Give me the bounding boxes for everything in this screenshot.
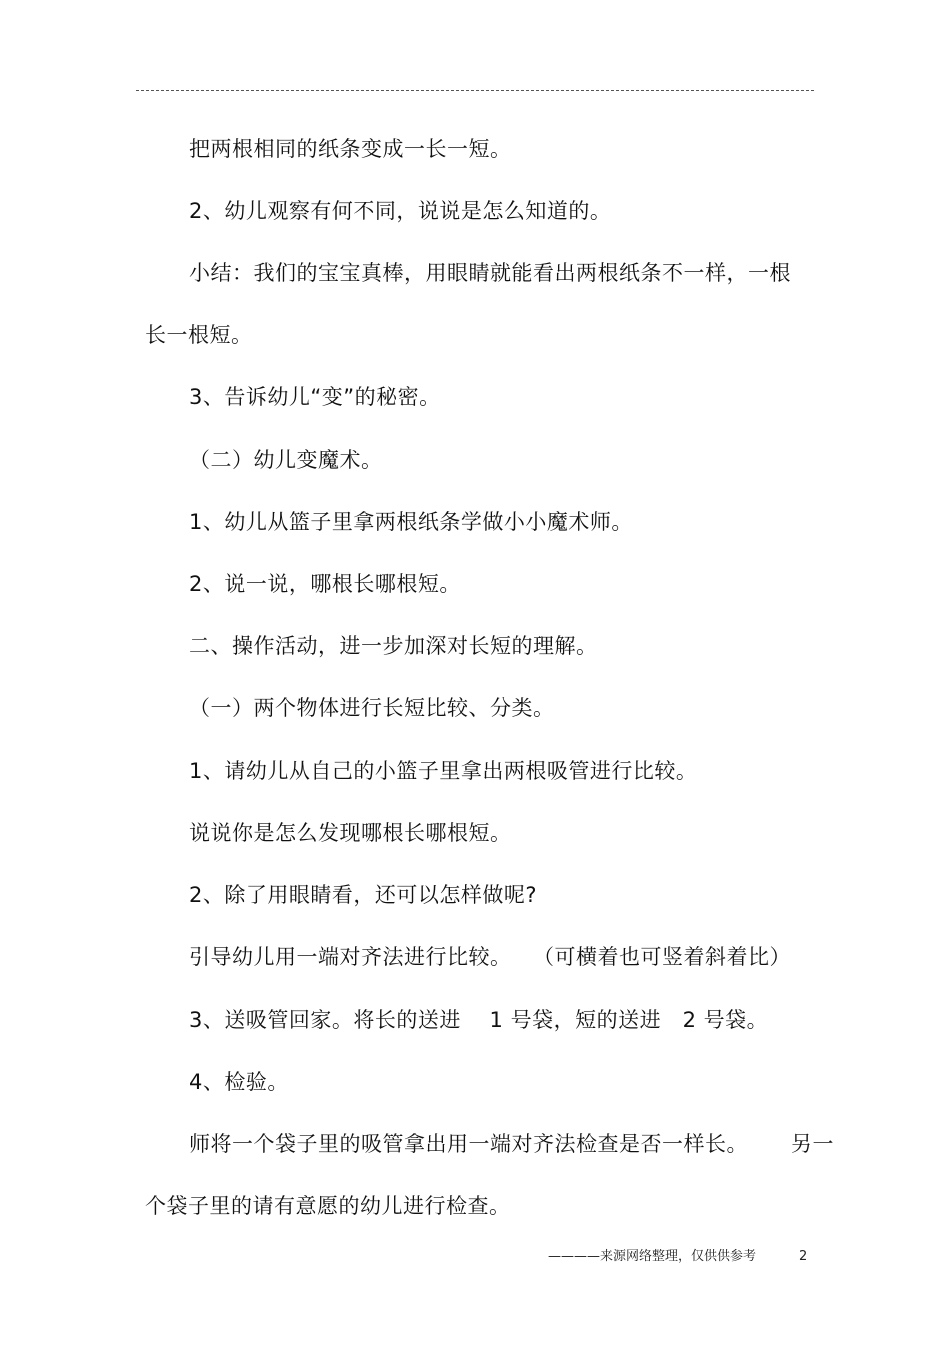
text-line: 4、检验。 — [189, 1070, 289, 1094]
text-line: 说说你是怎么发现哪根长哪根短。 — [189, 821, 512, 845]
text-line: 3、告诉幼儿“变”的秘密。 — [189, 385, 441, 409]
text-line: 把两根相同的纸条变成一长一短。 — [189, 137, 512, 161]
footer-source-note: ————来源网络整理，仅供供参考 — [548, 1249, 757, 1264]
text-line: 二、操作活动，进一步加深对长短的理解。 — [189, 634, 598, 658]
text-line: 2、除了用眼睛看，还可以怎样做呢? — [189, 883, 538, 907]
page-number: 2 — [799, 1249, 808, 1264]
text-line: 1、幼儿从篮子里拿两根纸条学做小小魔术师。 — [189, 510, 633, 534]
header-divider — [136, 90, 814, 91]
text-line: 3、送吸管回家。将长的送进 1 号袋，短的送进 2 号袋。 — [189, 1008, 769, 1032]
text-line: 个袋子里的请有意愿的幼儿进行检查。 — [145, 1194, 511, 1218]
text-line: 长一根短。 — [145, 323, 253, 347]
text-line: （二）幼儿变魔术。 — [189, 448, 383, 472]
text-line: 引导幼儿用一端对齐法进行比较。 （可横着也可竖着斜着比） — [189, 945, 792, 969]
text-line: 师将一个袋子里的吸管拿出用一端对齐法检查是否一样长。 另一 — [189, 1132, 835, 1156]
text-line: 小结：我们的宝宝真棒，用眼睛就能看出两根纸条不一样，一根 — [189, 261, 791, 285]
text-line: （一）两个物体进行长短比较、分类。 — [189, 696, 555, 720]
text-line: 2、幼儿观察有何不同，说说是怎么知道的。 — [189, 199, 612, 223]
text-line: 1、请幼儿从自己的小篮子里拿出两根吸管进行比较。 — [189, 759, 698, 783]
text-line: 2、说一说，哪根长哪根短。 — [189, 572, 461, 596]
